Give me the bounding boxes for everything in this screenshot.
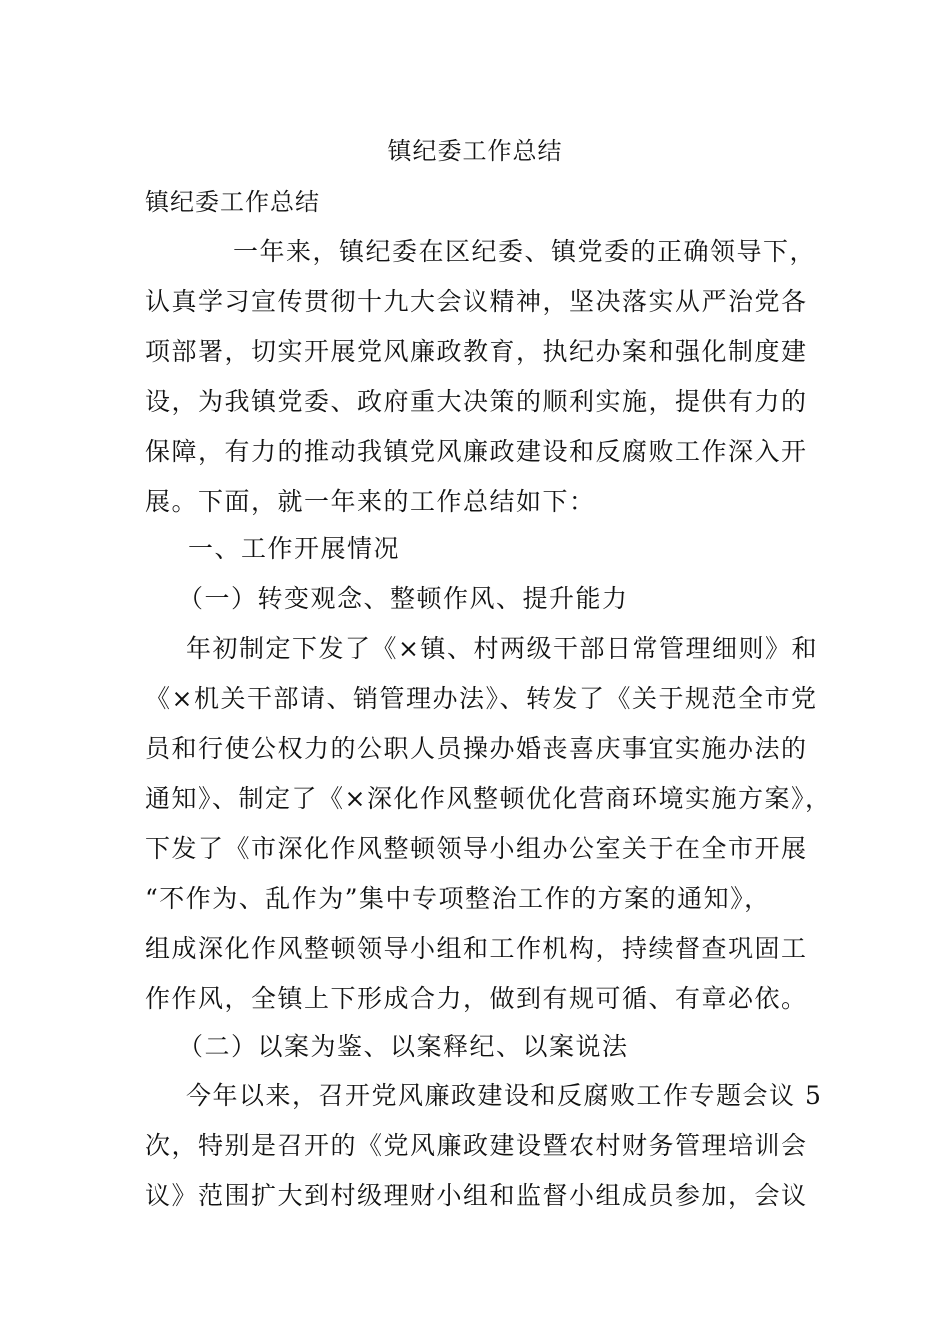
paragraph-line: 认真学习宣传贯彻十九大会议精神，坚决落实从严治党各 <box>145 287 808 316</box>
paragraph-line: 展。下面，就一年来的工作总结如下： <box>145 487 596 516</box>
paragraph-line: 设，为我镇党委、政府重大决策的顺利实施，提供有力的 <box>145 387 808 416</box>
paragraph-line: 作作风，全镇上下形成合力，做到有规可循、有章必依。 <box>145 984 808 1013</box>
paragraph-line: 员和行使公权力的公职人员操办婚丧喜庆事宜实施办法的 <box>145 734 808 763</box>
paragraph-line: 《×机关干部请、销管理办法》、转发了《关于规范全市党 <box>145 684 818 713</box>
document-subtitle: 镇纪委工作总结 <box>145 188 320 216</box>
paragraph-line: 通知》、制定了《×深化作风整顿优化营商环境实施方案》， <box>145 784 832 813</box>
paragraph-line: 保障，有力的推动我镇党风廉政建设和反腐败工作深入开 <box>145 437 808 466</box>
section-heading: 一、工作开展情况 <box>188 534 401 563</box>
paragraph-line: 议》范围扩大到村级理财小组和监督小组成员参加，会议 <box>145 1181 808 1210</box>
paragraph-line: “不作为、乱作为”集中专项整治工作的方案的通知》， <box>145 884 771 913</box>
document-title: 镇纪委工作总结 <box>387 137 563 165</box>
paragraph-line: 年初制定下发了《×镇、村两级干部日常管理细则》和 <box>186 634 818 663</box>
paragraph-line: 今年以来，召开党风廉政建设和反腐败工作专题会议 5 <box>186 1081 823 1110</box>
subsection-heading: （二）以案为鉴、以案释纪、以案说法 <box>178 1032 629 1061</box>
subsection-heading: （一）转变观念、整顿作风、提升能力 <box>178 584 629 613</box>
paragraph-line: 组成深化作风整顿领导小组和工作机构，持续督查巩固工 <box>145 934 808 963</box>
paragraph-line: 项部署，切实开展党风廉政教育，执纪办案和强化制度建 <box>145 337 808 366</box>
paragraph-line: 次，特别是召开的《党风廉政建设暨农村财务管理培训会 <box>145 1131 808 1160</box>
paragraph-line: 下发了《市深化作风整顿领导小组办公室关于在全市开展 <box>145 834 808 863</box>
paragraph-line: 一年来，镇纪委在区纪委、镇党委的正确领导下， <box>233 237 817 266</box>
